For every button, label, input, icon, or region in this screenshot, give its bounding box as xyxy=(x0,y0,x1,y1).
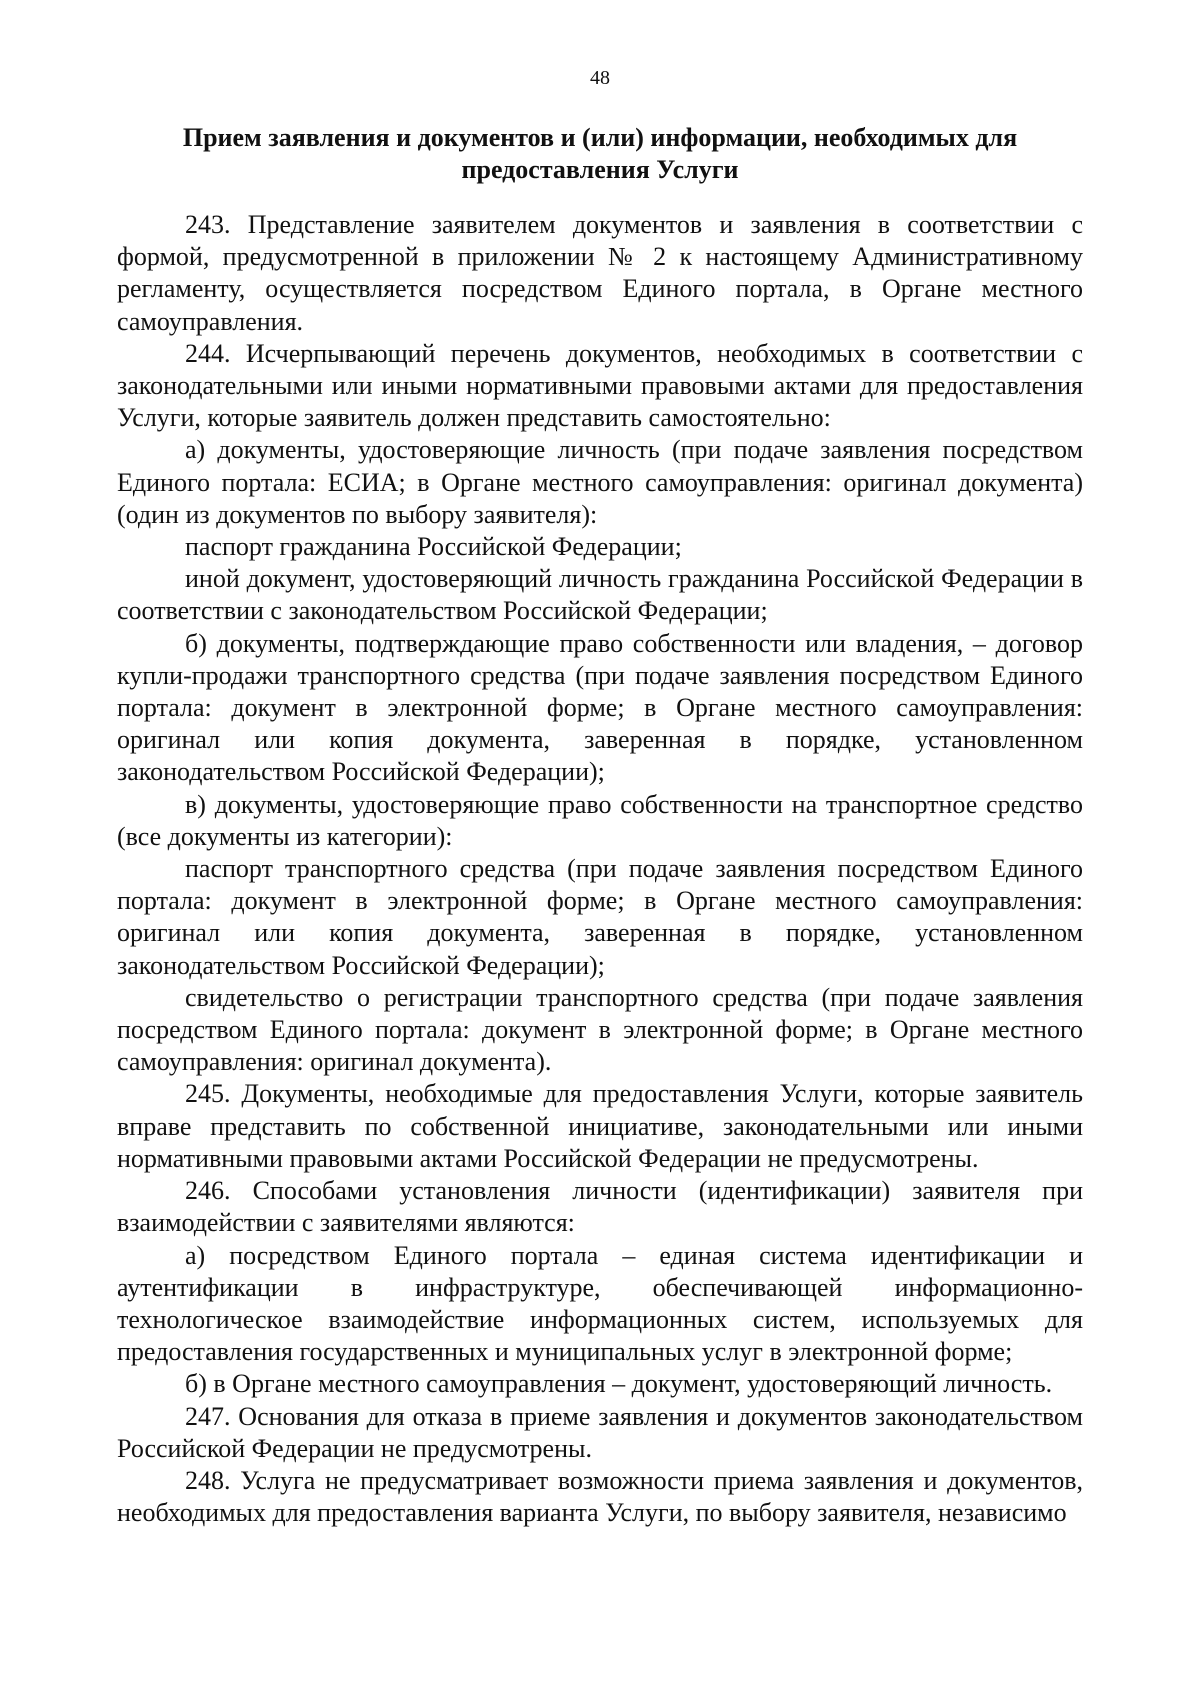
paragraph-244-item-a-other-document: иной документ, удостоверяющий личность гражданина Российской Федерации в соответствии с законодательством Российской Федерации; xyxy=(117,564,1083,626)
paragraph-244-item-v: в) документы, удостоверяющие право собственности на транспортное средство (все документы из категории): xyxy=(117,789,1083,851)
document-body xyxy=(117,209,1083,1529)
paragraph-246-item-b: б) в Органе местного самоуправления – документ, удостоверяющий личность. xyxy=(185,1369,1053,1399)
paragraph-246-item-a: а) посредством Единого портала – единая система идентификации и аутентификации в инфраструктуре, обеспечивающей информационно-технологическое взаимодействие информационных систем, используемых для предоставления государственных и муниципальных услуг в электронной форме; xyxy=(117,1240,1083,1367)
paragraph-248: 248. Услуга не предусматривает возможности приема заявления и документов, необходимых для предоставления варианта Услуги, по выбору заявителя, независимо xyxy=(117,1465,1083,1528)
paragraph-245: 245. Документы, необходимые для предоставления Услуги, которые заявитель вправе представить по собственной инициативе, законодательными или иными нормативными правовыми актами Российской Федерации не предусмотрены. xyxy=(117,1079,1083,1173)
section-heading-line-1: Прием заявления и документов и (или) информации, необходимых для xyxy=(182,123,1018,152)
paragraph-244-item-v-registration-certificate: свидетельство о регистрации транспортного средства (при подаче заявления посредством Единого портала: документ в электронной форме; в Органе местного самоуправления: оригинал документа). xyxy=(117,982,1083,1077)
paragraph-244-item-a: а) документы, удостоверяющие личность (при подаче заявления посредством Единого портала: ЕСИА; в Органе местного самоуправления: оригинал документа) (один из документов по выбору заявителя): xyxy=(117,435,1083,529)
paragraph-244-item-v-vehicle-passport: паспорт транспортного средства (при подаче заявления посредством Единого портала: документ в электронной форме; в Органе местного самоуправления: оригинал или копия документа, заверенная в порядке, установленном законодательством Российской Федерации); xyxy=(117,854,1083,980)
page-number: 48 xyxy=(590,67,610,89)
section-heading xyxy=(117,122,1083,186)
paragraph-244-item-a-passport: паспорт гражданина Российской Федерации; xyxy=(185,532,682,562)
paragraph-247: 247. Основания для отказа в приеме заявления и документов законодательством Российской Федерации не предусмотрены. xyxy=(117,1401,1083,1463)
paragraph-243: 243. Представление заявителем документов и заявления в соответствии с формой, предусмотренной в приложении № 2 к настоящему Административному регламенту, осуществляется посредством Единого портала, в Органе местного самоуправления. xyxy=(117,210,1083,336)
paragraph-244-item-b: б) документы, подтверждающие право собственности или владения, – договор купли-продажи транспортного средства (при подаче заявления посредством Единого портала: документ в электронной форме; в Органе местного самоуправления: оригинал или копия документа, заверенная в порядке, установленном законодательством Российской Федерации); xyxy=(117,628,1083,787)
section-heading-line-2: предоставления Услуги xyxy=(461,155,739,184)
paragraph-246: 246. Способами установления личности (идентификации) заявителя при взаимодействии с заявителями являются: xyxy=(117,1176,1083,1238)
paragraph-244: 244. Исчерпывающий перечень документов, необходимых в соответствии с законодательными или иными нормативными правовыми актами для предоставления Услуги, которые заявитель должен представить самостоятельно: xyxy=(117,338,1083,433)
